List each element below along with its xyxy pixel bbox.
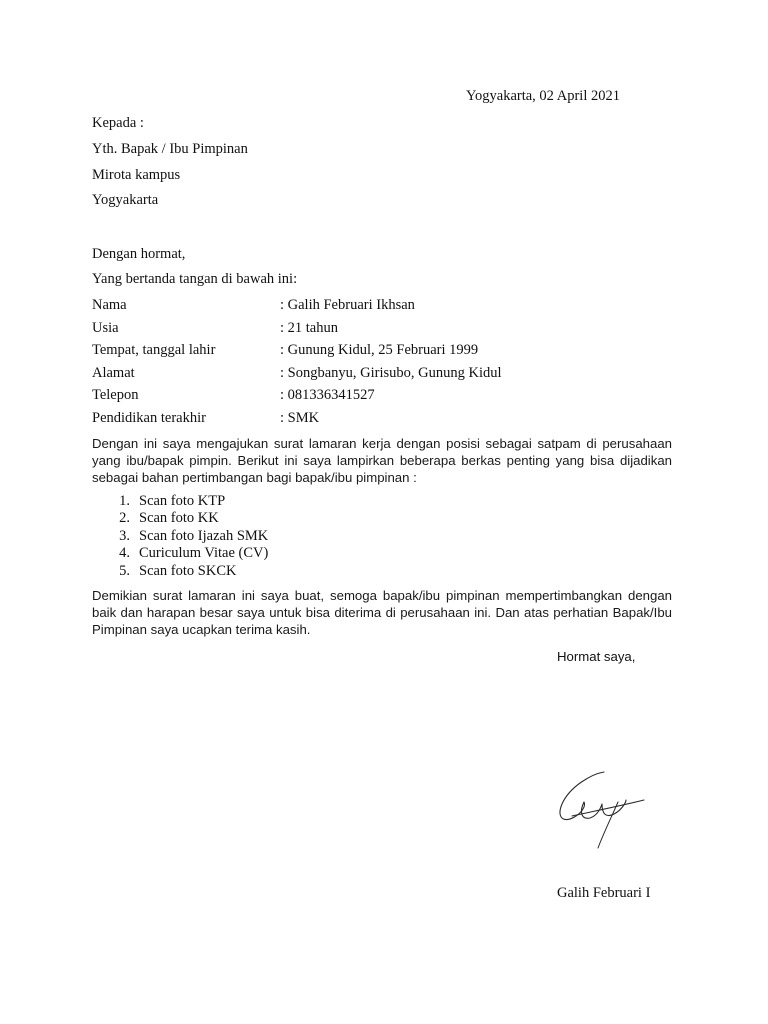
signer-name: Galih Februari I [557, 885, 651, 901]
identity-value: : Gunung Kidul, 25 Februari 1999 [280, 342, 479, 359]
identity-row-education [92, 409, 682, 432]
list-item-text: Scan foto Ijazah SMK [139, 527, 269, 544]
list-item-text: Scan foto KK [139, 510, 219, 527]
identity-label: Usia [92, 319, 119, 336]
list-item-number: 4. [119, 545, 130, 562]
recipient-to-label: Kepada : [92, 115, 144, 131]
identity-table [92, 296, 682, 432]
identity-label: Nama [92, 297, 127, 313]
list-item-text: Scan foto KTP [139, 493, 226, 509]
list-item-number: 3. [119, 527, 130, 544]
list-item-text: Curiculum Vitae (CV) [139, 545, 269, 562]
identity-row-birth [92, 341, 682, 364]
identity-label: Tempat, tanggal lahir [92, 342, 216, 359]
signature-image [550, 766, 650, 856]
recipient-company: Mirota kampus [92, 167, 181, 183]
list-item-number: 2. [119, 510, 130, 527]
identity-row-name [92, 296, 682, 319]
identity-row-age [92, 319, 682, 342]
recipient-city: Yogyakarta [92, 192, 159, 208]
list-item-text: Scan foto SKCK [139, 562, 237, 579]
list-item-number: 5. [119, 562, 130, 579]
identity-value: : Songbanyu, Girisubo, Gunung Kidul [280, 364, 502, 381]
intro-line: Yang bertanda tangan di bawah ini: [92, 271, 298, 287]
identity-row-address [92, 364, 682, 387]
closing-salutation: Hormat saya, [557, 649, 636, 664]
list-item-number: 1. [119, 493, 130, 509]
identity-value: : 081336341527 [280, 387, 375, 404]
identity-value: : SMK [280, 409, 320, 426]
identity-value: : 21 tahun [280, 319, 338, 336]
letter-date: Yogyakarta, 02 April 2021 [466, 88, 620, 104]
identity-label: Pendidikan terakhir [92, 409, 206, 426]
identity-label: Telepon [92, 387, 139, 404]
identity-label: Alamat [92, 364, 135, 381]
greeting: Dengan hormat, [92, 246, 186, 262]
recipient-addressee: Yth. Bapak / Ibu Pimpinan [92, 141, 248, 157]
identity-value: : Galih Februari Ikhsan [280, 297, 415, 313]
body-paragraph: Dengan ini saya mengajukan surat lamaran kerja dengan posisi sebagai satpam di perusahaan yang ibu/bapak pimpin. Berikut ini saya lampirkan beberapa berkas penting yang bisa dijadikan sebagai bahan pertimbangan bagi bapak/ibu pimpinan : [92, 436, 672, 485]
closing-paragraph: Demikian surat lamaran ini saya buat, semoga bapak/ibu pimpinan mempertimbangkan dengan baik dan harapan besar saya untuk bisa diterima di perusahaan ini. Dan atas perhatian Bapak/Ibu Pimpinan saya ucapkan terima kasih. [92, 588, 672, 637]
identity-row-phone [92, 386, 682, 409]
